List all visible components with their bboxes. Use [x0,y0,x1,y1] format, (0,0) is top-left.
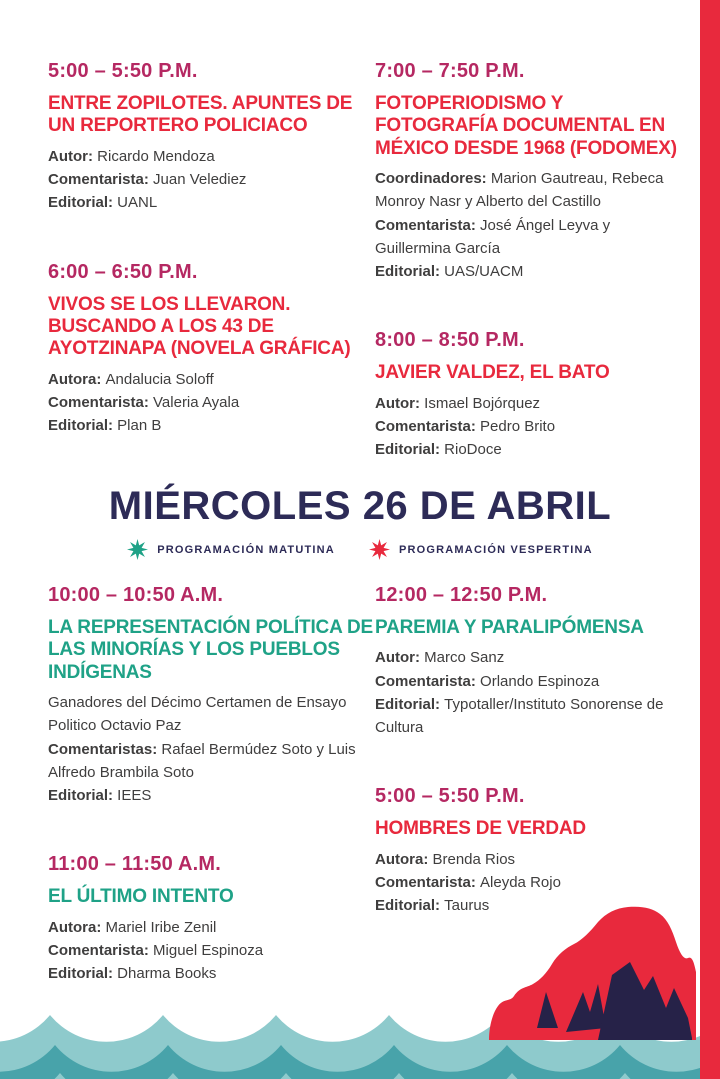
session-block [48,584,374,807]
detail-text: Orlando Espinoza [480,672,600,690]
session-title: PAREMIA Y PARALIPÓMENSA [375,617,644,638]
detail-text: Ganadores del Décimo Certamen de Ensayo Politico Octavio Paz [48,694,347,735]
session-block [375,329,687,461]
session-time: 7:00 – 7:50 P.M. [375,60,525,82]
detail-label: Editorial: [375,695,445,713]
session-detail-line [375,260,687,283]
detail-text: UANL [117,194,158,212]
detail-label: Editorial: [375,897,445,915]
detail-text: Marco Sanz [424,649,505,667]
session-title: FOTOPERIODISMO Y FOTOGRAFÍA DOCUMENTAL EN MÉXICO DESDE 1968 (FODOMEX) [375,93,677,159]
legend-label-morning: PROGRAMACIÓN MATUTINA [157,543,335,556]
evening-star-icon [369,539,390,560]
detail-label: Editorial: [48,965,118,983]
detail-label: Editorial: [48,417,118,435]
detail-label: Comentarista: [375,672,481,690]
session-detail-line [375,438,687,461]
session-title: EL ÚLTIMO INTENTO [48,886,234,908]
detail-text: Plan B [117,417,162,435]
detail-text: Pedro Brito [480,418,556,436]
detail-text: José Ángel Leyva y Guillermina García [375,216,611,257]
session-detail-line [375,670,705,693]
session-detail-line [48,368,366,391]
detail-text: Brenda Rios [432,850,516,868]
session-detail-line [48,691,374,738]
session-block [375,60,687,283]
session-time: 12:00 – 12:50 P.M. [375,584,548,606]
session-time: 5:00 – 5:50 P.M. [48,60,198,82]
detail-text: Ismael Bojórquez [424,394,541,412]
session-details [375,167,687,283]
column-top-left [48,60,366,484]
session-detail-line [375,167,687,214]
detail-label: Autor: [375,394,425,412]
detail-label: Comentaristas: [48,740,162,758]
detail-label: Autora: [375,850,433,868]
session-time: 8:00 – 8:50 P.M. [375,329,525,352]
session-detail-line [48,391,366,414]
detail-text: Valeria Ayala [153,394,240,412]
detail-text: UAS/UACM [444,263,524,281]
detail-text: Miguel Espinoza [153,942,264,960]
detail-label: Comentarista: [48,394,154,412]
detail-text: Ricardo Mendoza [97,147,215,165]
bottom-decoration [0,880,720,1079]
detail-text: Marion Gautreau, Rebeca Monroy Nasr y Alberto del Castillo [375,170,664,211]
session-details [48,368,366,438]
detail-label: Comentarista: [48,942,154,960]
session-detail-line [48,414,366,437]
legend-item-evening [369,539,593,560]
morning-star-icon [127,539,148,560]
session-details [48,691,374,807]
detail-label: Comentarista: [48,171,154,189]
session-detail-line [48,784,374,807]
session-title: HOMBRES DE VERDAD [375,818,586,840]
day-title: MIÉRCOLES 26 DE ABRIL [108,484,612,528]
detail-text: Andalucia Soloff [105,370,214,388]
session-detail-line [48,168,366,191]
session-detail-line [48,738,374,785]
session-block [48,60,366,215]
detail-text: Taurus [444,897,490,915]
session-block [48,261,366,438]
session-detail-line [48,145,366,168]
session-title: LA REPRESENTACIÓN POLÍTICA DE LAS MINORÍAS Y LOS PUEBLOS INDÍGENAS [48,617,373,683]
session-time: 6:00 – 6:50 P.M. [48,260,198,283]
session-title: JAVIER VALDEZ, EL BATO [375,362,610,384]
detail-text: Aleyda Rojo [480,874,561,892]
detail-label: Autora: [48,918,106,936]
session-time: 5:00 – 5:50 P.M. [375,785,525,808]
detail-text: Dharma Books [117,965,217,983]
red-side-bar [700,0,720,1079]
mountain-decoration [489,907,696,1040]
session-details [48,145,366,215]
detail-label: Editorial: [375,263,445,281]
detail-label: Autor: [375,649,425,667]
detail-label: Comentarista: [375,418,481,436]
legend-label-evening: PROGRAMACIÓN VESPERTINA [398,543,593,556]
session-time: 11:00 – 11:50 A.M. [48,853,221,876]
detail-text: Rafael Bermúdez Soto y Luis Alfredo Brambila Soto [48,740,356,781]
session-detail-line [48,191,366,214]
session-detail-line [375,392,687,415]
legend-item-morning [127,539,335,560]
session-block [375,584,705,739]
detail-text: IEES [117,787,152,805]
detail-label: Editorial: [375,441,445,459]
detail-label: Editorial: [48,194,118,212]
session-detail-line [375,693,705,740]
session-title: VIVOS SE LOS LLEVARON. BUSCANDO A LOS 43 DE AYOTZINAPA (NOVELA GRÁFICA) [48,293,351,360]
column-top-right [375,60,687,508]
detail-text: RioDoce [444,441,502,459]
session-detail-line [375,848,705,871]
detail-label: Editorial: [48,787,118,805]
session-title: ENTRE ZOPILOTES. APUNTES DE UN REPORTERO POLICIACO [48,93,353,137]
detail-label: Coordinadores: [375,170,491,188]
session-detail-line [375,415,687,438]
detail-text: Juan Velediez [153,171,247,189]
session-time: 10:00 – 10:50 A.M. [48,584,224,606]
detail-label: Comentarista: [375,216,481,234]
session-details [375,392,687,462]
session-detail-line [375,214,687,261]
legend [0,539,720,560]
detail-label: Autor: [48,147,98,165]
detail-label: Autora: [48,370,106,388]
detail-text: Typotaller/Instituto Sonorense de Cultura [375,695,664,737]
session-details [375,646,705,739]
detail-label: Comentarista: [375,874,481,892]
session-detail-line [375,646,705,669]
day-header [0,486,720,560]
detail-text: Mariel Iribe Zenil [105,918,217,936]
